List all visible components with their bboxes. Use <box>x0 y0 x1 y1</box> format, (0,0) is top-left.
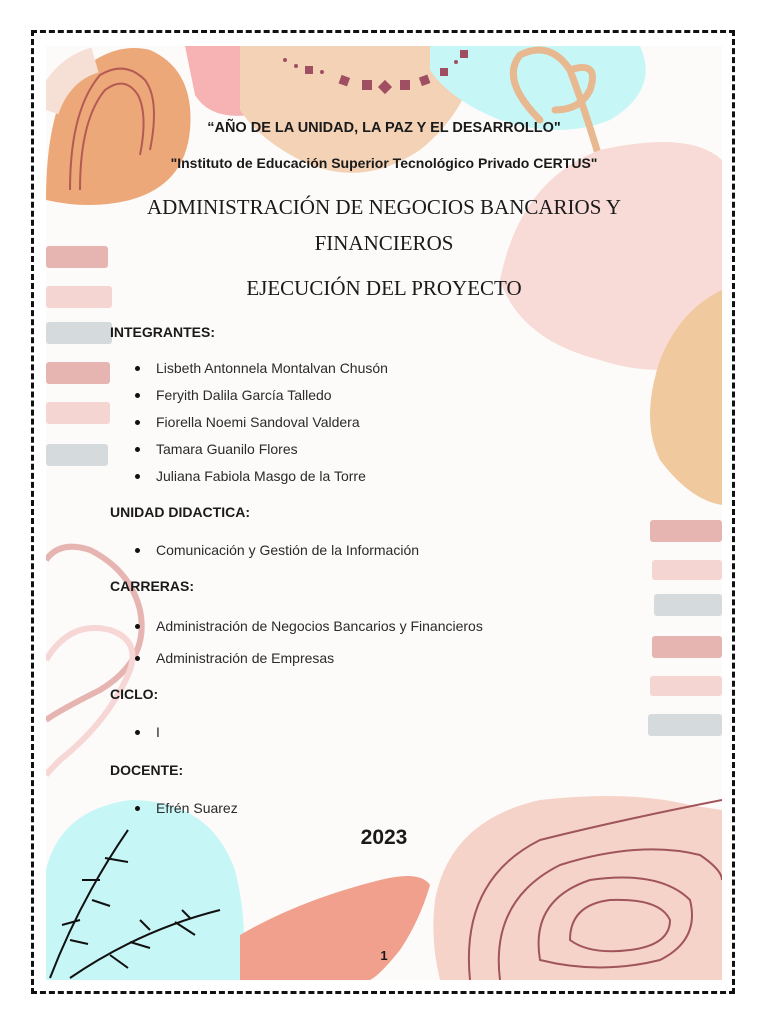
integrantes-heading: INTEGRANTES: <box>110 324 215 340</box>
motto-line: “AÑO DE LA UNIDAD, LA PAZ Y EL DESARROLLO" <box>207 120 561 136</box>
institute-name: "Instituto de Educación Superior Tecnológico Privado CERTUS" <box>170 155 598 171</box>
project-title: EJECUCIÓN DEL PROYECTO <box>246 276 522 300</box>
docente-heading: DOCENTE: <box>110 762 184 778</box>
ciclo-item: I <box>156 724 160 740</box>
carrera-item: Administración de Negocios Bancarios y Financieros <box>156 618 483 634</box>
member-item: Feryith Dalila García Talledo <box>156 387 332 403</box>
carrera-item: Administración de Empresas <box>156 650 335 666</box>
carreras-heading: CARRERAS: <box>110 578 194 594</box>
page-number: 1 <box>380 948 388 963</box>
member-item: Juliana Fabiola Masgo de la Torre <box>156 468 366 484</box>
member-item: Fiorella Noemi Sandoval Valdera <box>156 414 360 430</box>
docente-item: Efrén Suarez <box>156 800 238 816</box>
unidad-item: Comunicación y Gestión de la Información <box>156 542 420 558</box>
year-label: 2023 <box>360 826 408 849</box>
member-item: Tamara Guanilo Flores <box>156 441 298 457</box>
unidad-heading: UNIDAD DIDACTICA: <box>110 504 250 520</box>
career-title: ADMINISTRACIÓN DE NEGOCIOS BANCARIOS Y FINANCIEROS <box>146 195 622 255</box>
ciclo-heading: CICLO: <box>110 686 159 702</box>
member-item: Lisbeth Antonnela Montalvan Chusón <box>156 360 388 376</box>
